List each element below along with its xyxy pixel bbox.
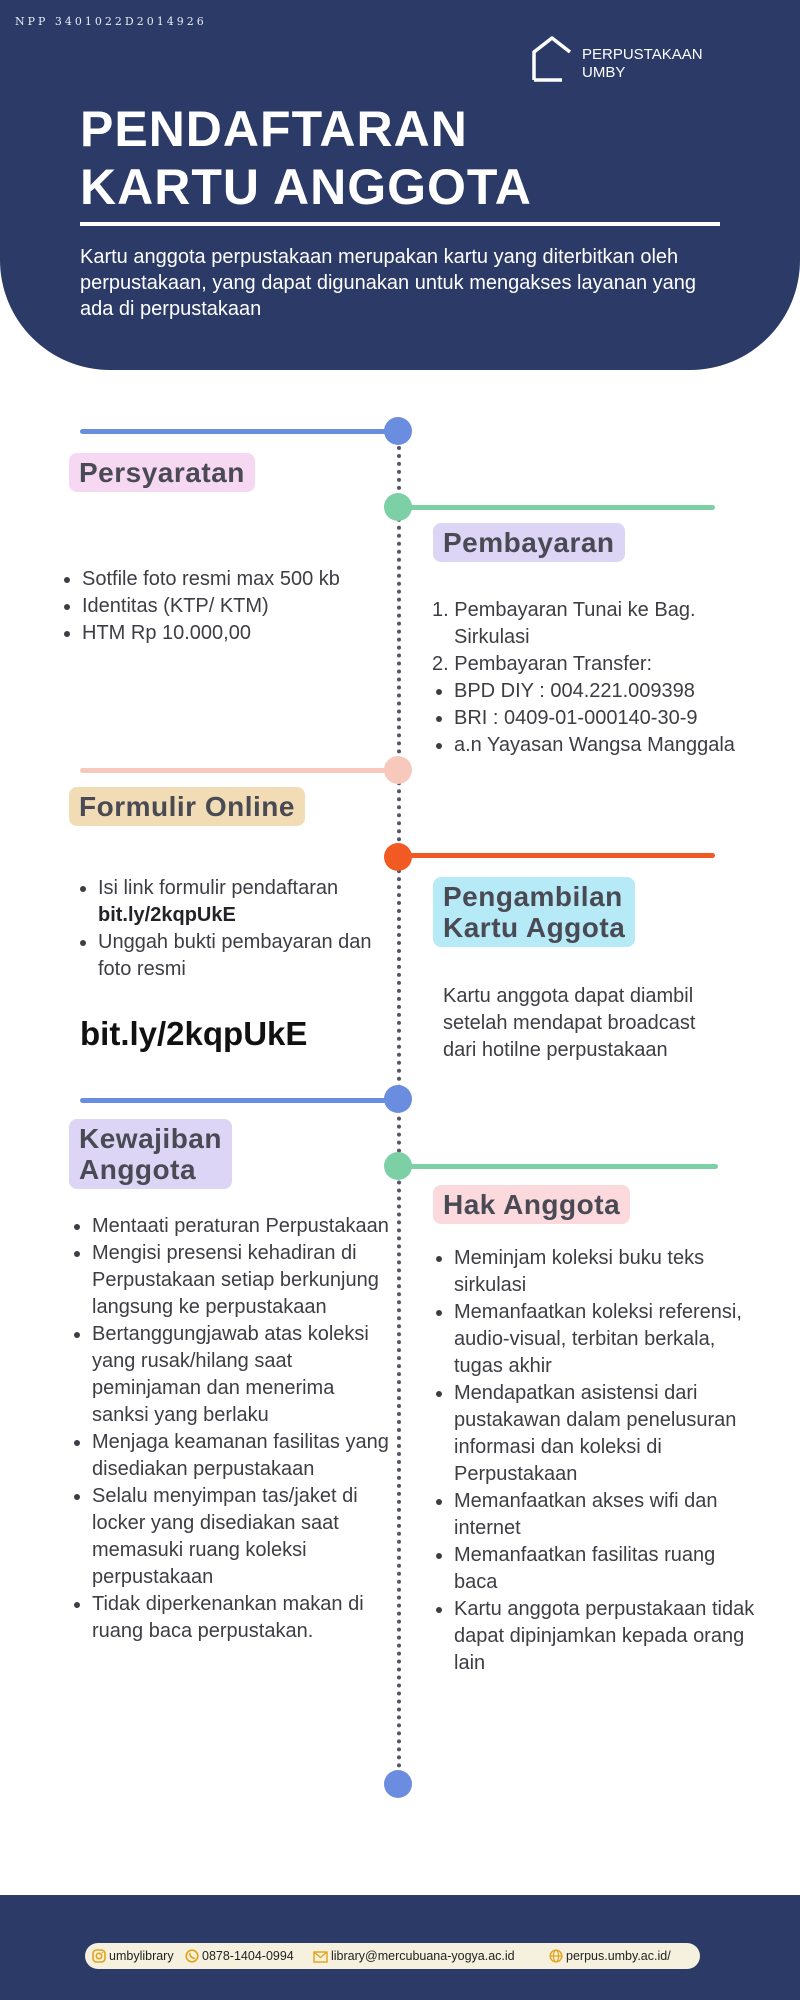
list-item: • Unggah bukti pembayaran dan foto resmi — [98, 929, 408, 983]
section-tag-formulir: Formulir Online — [69, 787, 305, 826]
phone-number: 0878-1404-0994 — [202, 1949, 294, 1963]
tag-line-2: Anggota — [79, 1154, 197, 1185]
title-underline — [80, 222, 720, 226]
list-item: • Sotfile foto resmi max 500 kb — [82, 566, 412, 593]
list-item: • Selalu menyimpan tas/jaket di locker yang disediakan saat memasuki ruang koleksi perpustakaan — [92, 1483, 392, 1591]
page-title-line-2: KARTU ANGGOTA — [80, 159, 532, 215]
tag-line-2: Kartu Aggota — [443, 912, 626, 943]
contact-bar — [85, 1943, 700, 1969]
section-tag-hak: Hak Anggota — [433, 1185, 630, 1224]
section-tag-persyaratan: Persyaratan — [69, 453, 255, 492]
timeline-node — [384, 417, 412, 445]
logo-line-2: UMBY — [582, 64, 626, 81]
tag-line-1: Pengambilan — [443, 881, 623, 912]
timeline-connector — [398, 1164, 718, 1169]
list-item: • Mentaati peraturan Perpustakaan — [92, 1213, 392, 1240]
contact-instagram[interactable] — [92, 1943, 174, 1969]
list-item: • Memanfaatkan akses wifi dan internet — [454, 1488, 764, 1542]
instagram-handle: umbylibrary — [109, 1949, 174, 1963]
list-item: • Menjaga keamanan fasilitas yang disediakan perpustakaan — [92, 1429, 392, 1483]
list-item: • Meminjam koleksi buku teks sirkulasi — [454, 1245, 764, 1299]
hak-list — [432, 1245, 764, 1677]
formulir-item-text: Isi link formulir pendaftaran — [98, 877, 339, 899]
formulir-list — [76, 875, 408, 983]
persyaratan-list — [60, 566, 412, 647]
instagram-icon — [92, 1949, 106, 1963]
list-item: 1. Pembayaran Tunai ke Bag. Sirkulasi — [432, 599, 696, 648]
list-item: 2. Pembayaran Transfer: — [432, 653, 653, 675]
list-item: • Identitas (KTP/ KTM) — [82, 593, 412, 620]
list-item — [98, 875, 408, 929]
home-icon — [530, 34, 574, 82]
mail-icon — [313, 1951, 328, 1963]
website-url: perpus.umby.ac.id/ — [566, 1949, 671, 1963]
npp-number: NPP 3401022D2014926 — [15, 15, 207, 28]
form-link[interactable]: bit.ly/2kqpUkE — [98, 904, 236, 926]
list-item: • Kartu anggota perpustakaan tidak dapat dipinjamkan kepada orang lain — [454, 1596, 764, 1677]
tag-line-1: Kewajiban — [79, 1123, 222, 1154]
list-item: • HTM Rp 10.000,00 — [82, 620, 412, 647]
logo-text — [582, 46, 742, 82]
form-link-large[interactable]: bit.ly/2kqpUkE — [80, 1015, 308, 1052]
list-item: • BRI : 0409-01-000140-30-9 — [454, 705, 754, 732]
page-title-line-1: PENDAFTARAN — [80, 101, 468, 157]
pembayaran-numbered-list — [432, 597, 732, 678]
list-item: • Bertanggungjawab atas koleksi yang rusak/hilang saat peminjaman dan menerima sanksi yang berlaku — [92, 1321, 392, 1429]
timeline-connector — [80, 429, 398, 434]
page-title — [80, 100, 720, 216]
whatsapp-icon — [185, 1949, 199, 1963]
list-item: • Memanfaatkan koleksi referensi, audio-visual, terbitan berkala, tugas akhir — [454, 1299, 764, 1380]
logo-line-1: PERPUSTAKAAN — [582, 46, 703, 63]
list-item: • Mendapatkan asistensi dari pustakawan dalam penelusuran informasi dan koleksi di Perpustakaan — [454, 1380, 764, 1488]
section-tag-kewajiban — [69, 1119, 232, 1189]
list-item: • Mengisi presensi kehadiran di Perpustakaan setiap berkunjung langsung ke perpustakaan — [92, 1240, 392, 1321]
pengambilan-text: Kartu anggota dapat diambil setelah mendapat broadcast dari hotilne perpustakaan — [443, 985, 696, 1061]
globe-icon — [549, 1949, 563, 1963]
timeline-connector — [398, 505, 715, 510]
timeline-end-node — [384, 1770, 412, 1798]
kewajiban-list — [70, 1213, 392, 1645]
intro-text: Kartu anggota perpustakaan merupakan kartu yang diterbitkan oleh perpustakaan, yang dapat digunakan untuk mengakses layanan yang ada di perpustakaan — [80, 246, 697, 320]
contact-phone[interactable] — [185, 1943, 294, 1969]
list-item: • Tidak diperkenankan makan di ruang baca perpustakan. — [92, 1591, 392, 1645]
pembayaran-bank-list — [432, 678, 754, 759]
timeline-node — [384, 756, 412, 784]
list-item: • BPD DIY : 004.221.009398 — [454, 678, 754, 705]
section-tag-pengambilan — [433, 877, 635, 947]
timeline-connector — [398, 853, 715, 858]
timeline-connector — [80, 1098, 398, 1103]
list-item: • a.n Yayasan Wangsa Manggala — [454, 732, 754, 759]
timeline-node — [384, 1085, 412, 1113]
section-tag-pembayaran: Pembayaran — [433, 523, 625, 562]
email-address: library@mercubuana-yogya.ac.id — [331, 1949, 515, 1963]
contact-website[interactable] — [549, 1943, 671, 1969]
contact-email[interactable] — [313, 1943, 515, 1969]
timeline-connector — [80, 768, 398, 773]
list-item: • Memanfaatkan fasilitas ruang baca — [454, 1542, 764, 1596]
